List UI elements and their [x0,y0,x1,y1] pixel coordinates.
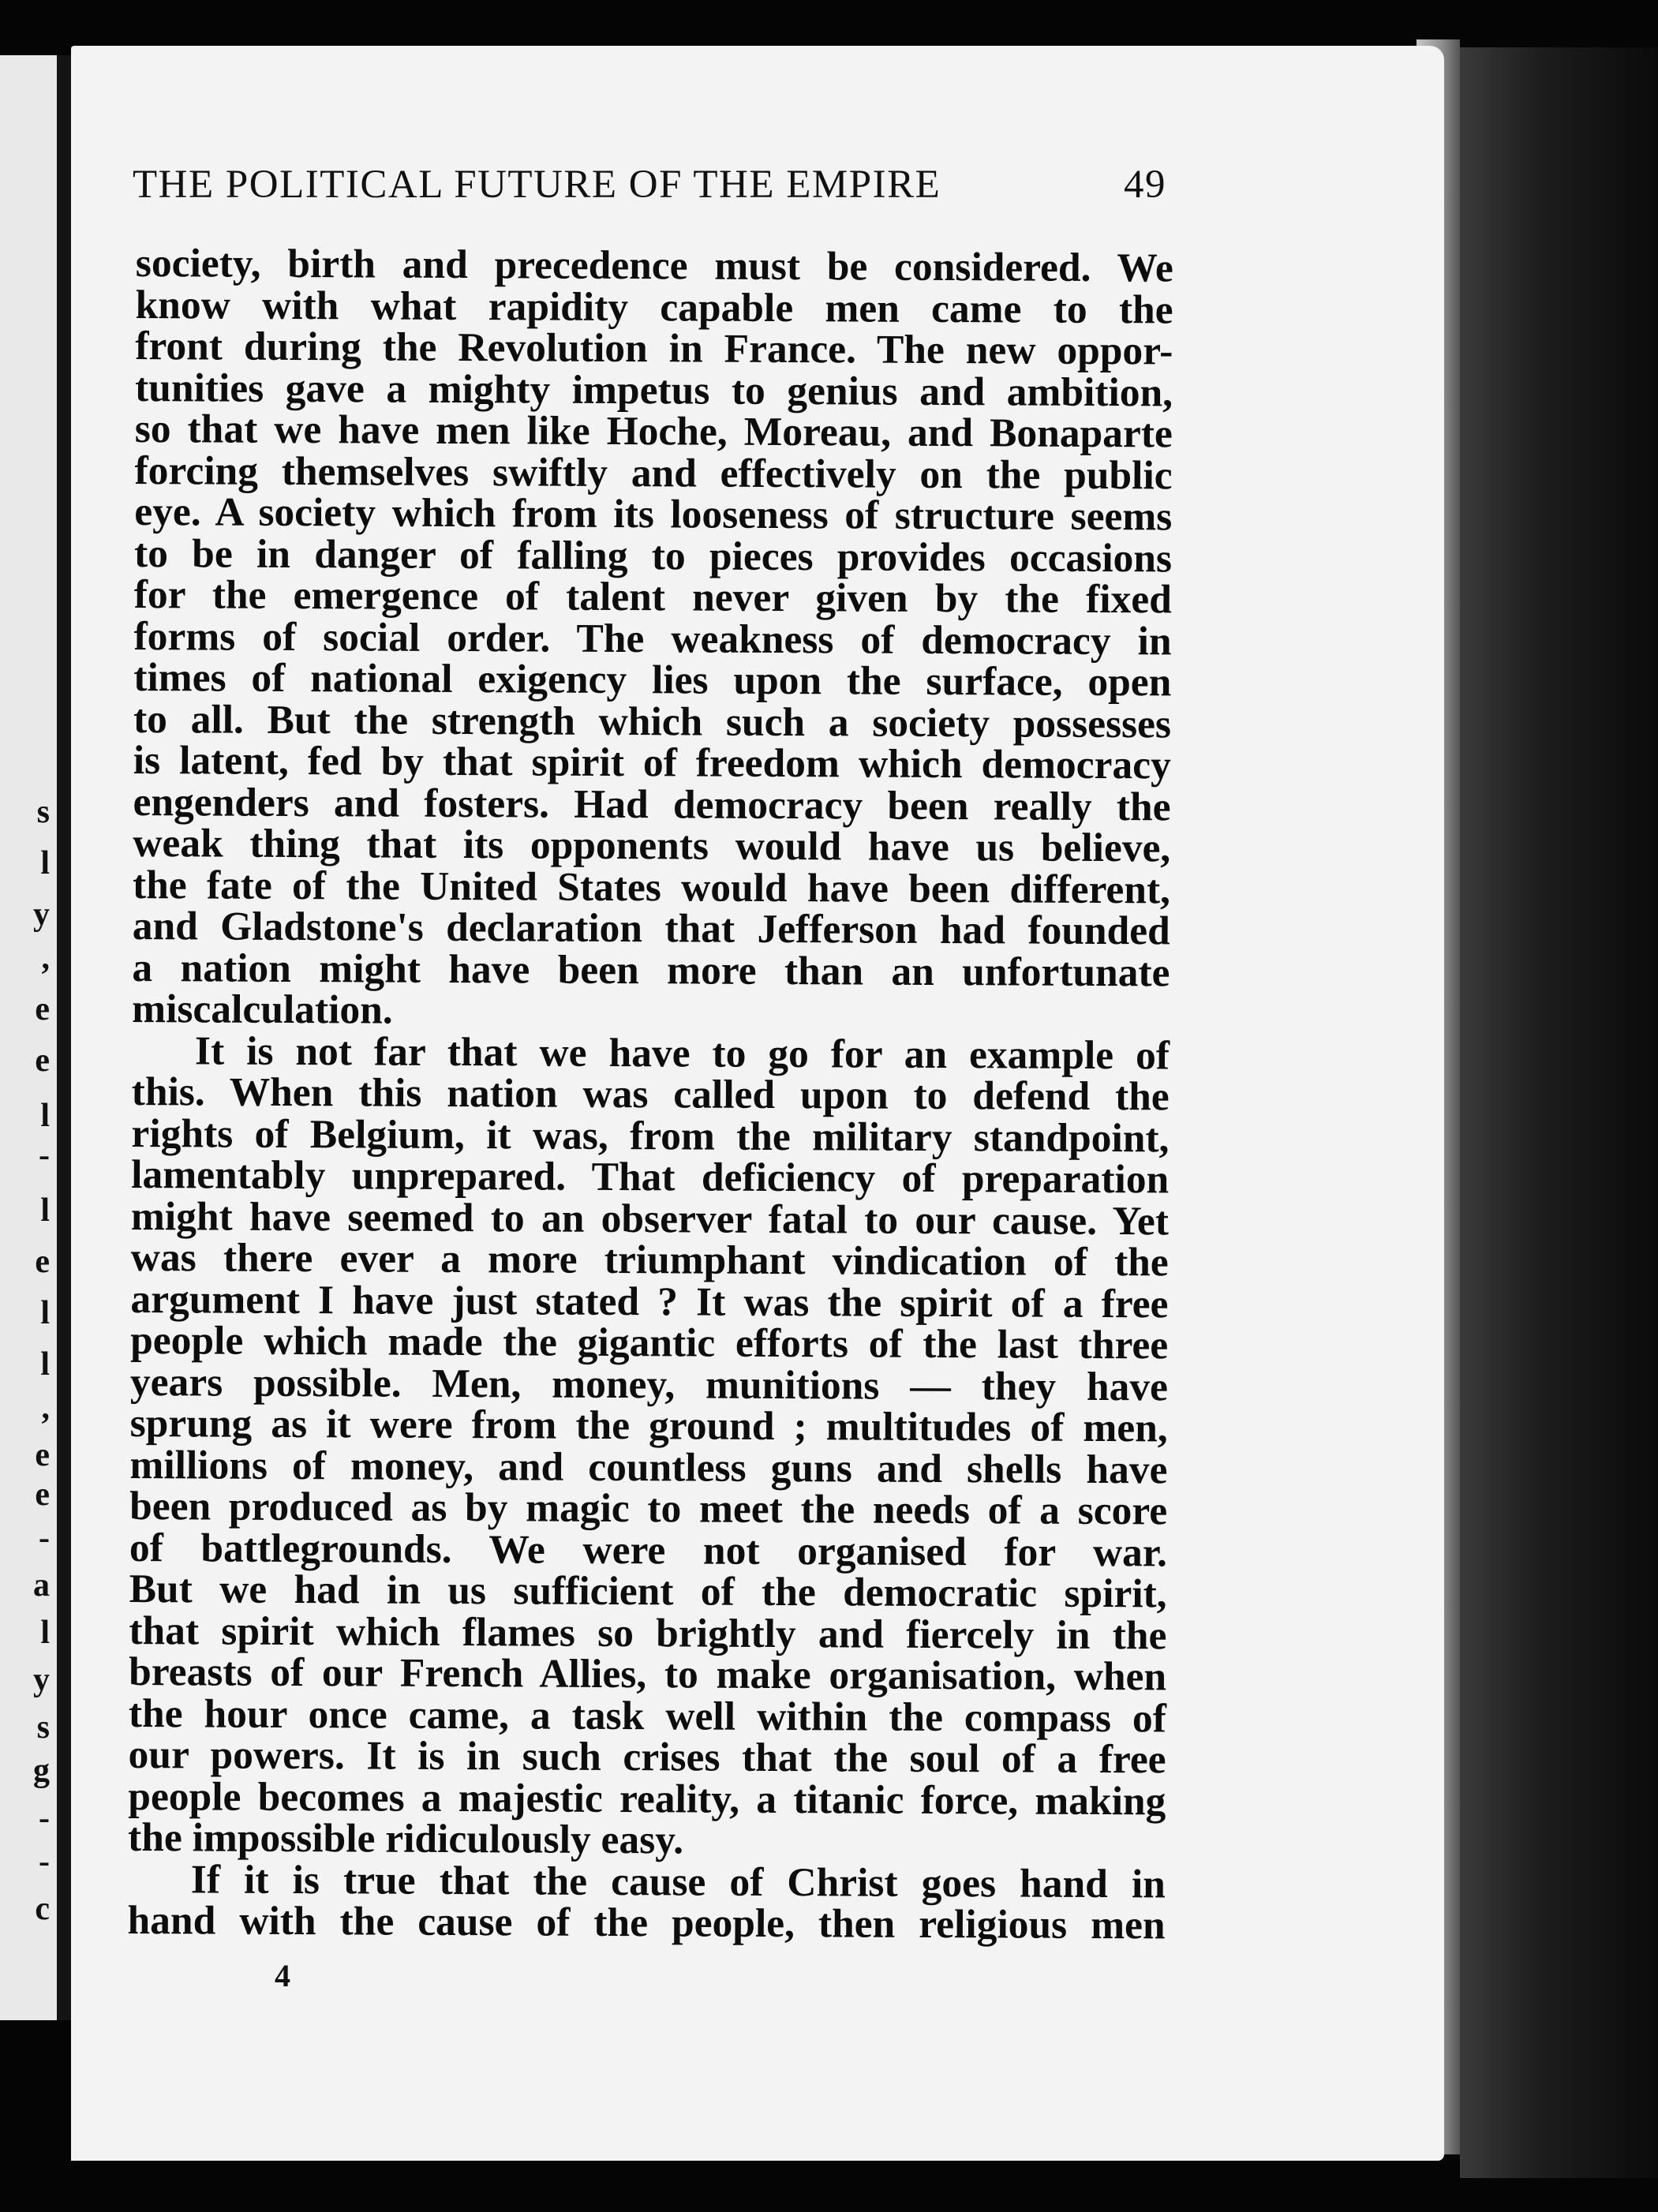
text-line: forcing themselves swiftly and effectively on the public [134,447,1173,498]
text-line: But we had in us sufficient of the democratic spirit, [129,1566,1167,1617]
text-line: forms of social order. The weakness of democracy in [133,613,1172,664]
facing-page-letter: e [35,1244,50,1280]
text-line: to all. But the strength which such a society possesses [133,696,1172,747]
text-line: was there ever a more triumphant vindication of the [130,1234,1169,1286]
facing-page-letter: e [35,1042,50,1079]
text-line: eye. A society which from its looseness of structure seems [134,488,1173,540]
facing-page-letter: l [40,1615,50,1651]
text-line: years possible. Men, money, munitions — they have [129,1359,1169,1409]
text-line: of battlegrounds. We were not organised for war. [129,1525,1168,1575]
text-line: weak thing that its opponents would have us believe, [133,820,1171,871]
facing-page-letter: e [35,1437,50,1473]
text-line: is latent, fed by that spirit of freedom which democracy [133,737,1171,788]
facing-page-letter: l [40,845,50,881]
text-line: our powers. It is in such crises that the soul of a free [128,1731,1166,1783]
facing-page-letter: , [41,940,50,976]
facing-page-letter: y [33,1662,50,1698]
text-line: the hour once came, a task well within the compass of [128,1690,1167,1741]
text-line: the fate of the United States would have been different, [132,862,1171,912]
facing-page-letter: y [33,896,50,933]
text-line: engenders and fosters. Had democracy been really the [133,779,1171,829]
text-line: society, birth and precedence must be considered. We [135,241,1173,291]
text-line: been produced as by magic to meet the needs of a score [129,1483,1168,1534]
text-line: so that we have men like Hoche, Moreau, and Bonaparte [134,406,1173,457]
text-line: hand with the cause of the people, then religious men [127,1897,1166,1948]
text-line: tunities gave a mighty impetus to genius and ambition, [134,365,1173,415]
text-line: rights of Belgium, it was, from the military standpoint, [131,1110,1170,1161]
text-line: and Gladstone's declaration that Jefferson had founded [132,903,1170,954]
facing-page [0,55,57,2020]
page-number: 49 [1124,163,1166,207]
text-line: people becomes a majestic reality, a titanic force, making [128,1773,1166,1824]
text-line: sprung as it were from the ground ; multitudes of men, [129,1400,1168,1451]
body-text [127,243,1173,1947]
facing-page-letter: , [41,1390,50,1426]
text-line: front during the Revolution in France. The new oppor- [135,323,1173,374]
text-line: breasts of our French Allies, to make organisation, when [129,1649,1167,1700]
text-line: millions of money, and countless guns and shells have [129,1442,1168,1492]
signature-mark: 4 [275,1958,290,1993]
book-binding [1460,47,1658,2178]
facing-page-gutter [57,55,71,2020]
text-line: It is not far that we have to go for an example of [194,1027,1170,1078]
text-line: this. When this nation was called upon to defend the [131,1069,1170,1120]
facing-page-letter: l [40,1098,50,1134]
facing-page-letter: c [35,1891,50,1927]
text-line: know with what rapidity capable men came to the [135,282,1173,332]
facing-page-letter: e [35,991,50,1027]
facing-page-letter: l [40,1346,50,1383]
running-head-title: THE POLITICAL FUTURE OF THE EMPIRE [133,163,941,207]
facing-page-letter: a [33,1567,50,1604]
facing-page-letter: s [36,1709,50,1746]
text-line: argument I have just stated ? It was the spirit of a free [130,1276,1169,1327]
text-line: for the emergence of talent never given by the fixed [133,571,1172,623]
text-line: a nation might have been more than an unfortunate [132,945,1170,995]
text-line: that spirit which flames so brightly and fiercely in the [129,1608,1167,1658]
facing-page-letter: g [33,1753,50,1789]
text-line: miscalculation. [132,986,393,1033]
text-line: times of national exigency lies upon the surface, open [133,654,1172,706]
facing-page-letter: - [39,1800,50,1836]
text-line: the impossible ridiculously easy. [127,1814,684,1863]
facing-page-letter: s [36,794,50,830]
facing-page-letter: - [39,1137,50,1173]
facing-page-letter: l [40,1295,50,1331]
text-line: lamentably unprepared. That deficiency of preparation [131,1151,1170,1203]
facing-page-letter: l [40,1192,50,1229]
text-line: people which made the gigantic efforts of the last three [130,1317,1169,1368]
text-line: If it is true that the cause of Christ goes hand in [190,1856,1166,1907]
facing-page-letter: - [39,1843,50,1880]
running-head [133,162,1166,208]
facing-page-letter: - [39,1520,50,1556]
facing-page-letter: e [35,1477,50,1513]
text-line: to be in danger of falling to pieces provides occasions [133,530,1173,581]
text-line: might have seemed to an observer fatal to our cause. Yet [130,1193,1170,1244]
